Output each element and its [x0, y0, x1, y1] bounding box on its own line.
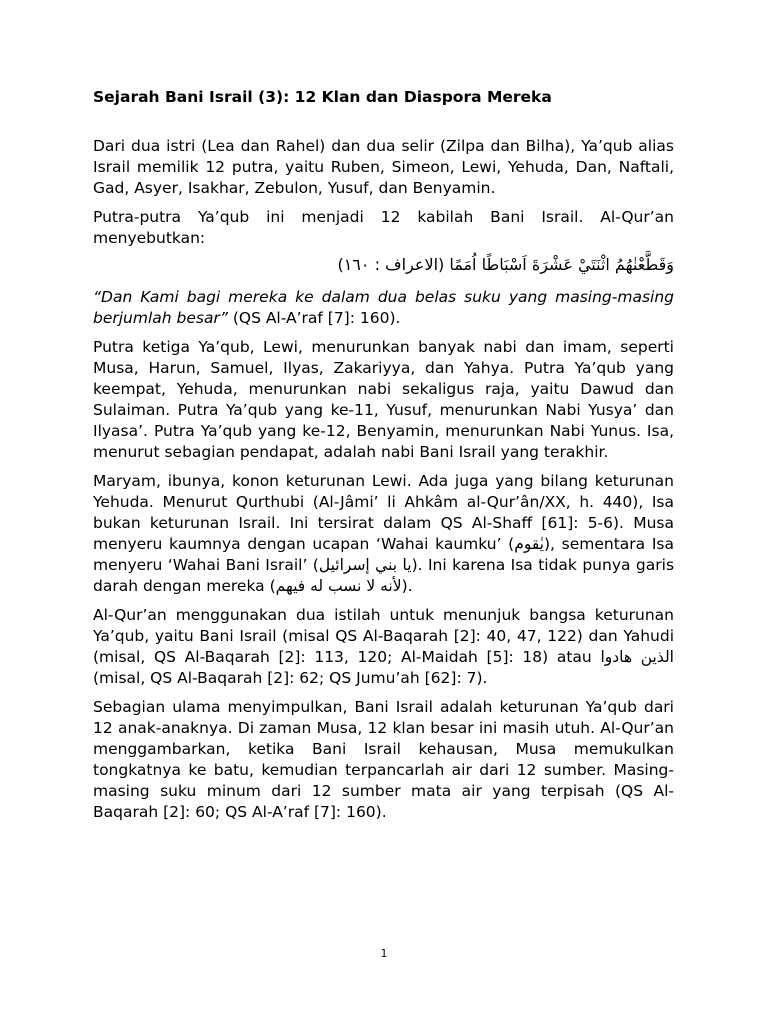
paragraph-prophets-lineage: Putra ketiga Ya’qub, Lewi, menurunkan banyak nabi dan imam, seperti Musa, Harun, Samuel, Ilyas, Zakariyya, dan Yahya. Putra Ya’qub yang keempat, Yehuda, menurunkan nabi sekaligus raja, yaitu Dawud dan Sulaiman. Putra Ya’qub yang ke-11, Yusuf, menurunkan Nabi Yusya’ dan Ilyasa’. Putra Ya’qub yang ke-12, Benyamin, menurunkan Nabi Yunus. Isa, menurut sebagian pendapat, adalah nabi Bani Israil yang terakhir.	[93, 338, 674, 461]
paragraph-two-terms	[93, 605, 674, 689]
text-segment: ). Ini karena Isa tidak punya garis darah dengan mereka (	[93, 556, 675, 595]
paragraph-twelve-clans: Sebagian ulama menyimpulkan, Bani Israil adalah keturunan Ya’qub dari 12 anak-anaknya. Di zaman Musa, 12 klan besar ini masih utuh. Al-Qur’an menggambarkan, ketika Bani Israil kehausan, Musa memukulkan tongkatnya ke batu, kemudian terpancarlah air dari 12 sumber. Masing-masing suku minum dari 12 sumber mata air yang terpisah (QS Al-Baqarah [2]: 60; QS Al-A’raf [7]: 160).	[93, 698, 674, 821]
text-segment: ).	[401, 577, 413, 595]
arabic-inline-text: الذين هادوا	[600, 648, 674, 666]
text-segment: Al-Qur’an menggunakan dua istilah untuk menunjuk bangsa keturunan Ya’qub, yaitu Bani Israil (misal QS Al-Baqarah [2]: 40, 47, 122) dan Yahudi (misal, QS Al-Baqarah [2]: 113, 120; Al-Maidah [5]: 18) atau	[93, 606, 674, 666]
verse-translation	[93, 287, 674, 329]
paragraph-twelve-tribes: Putra-putra Ya’qub ini menjadi 12 kabilah Bani Israil. Al-Qur’an menyebutkan:	[93, 208, 674, 247]
arabic-inline-text: يا بني إسرائيل	[318, 556, 412, 574]
quran-verse-arabic: وَقَطَّعْنٰهُمُ اثْنَتَيْ عَشْرَةَ اَسْبَاطًا اُمَمًا (الاعراف : ١٦٠)	[337, 255, 674, 274]
verse-reference: (QS Al-A’raf [7]: 160).	[227, 309, 401, 327]
arabic-inline-text: يٰقوم	[514, 535, 544, 553]
text-segment: ), sementara Isa menyeru ‘Wahai Bani Israil’ (	[93, 535, 674, 574]
verse-translation-italic: “Dan Kami bagi mereka ke dalam dua belas suku yang masing-masing berjumlah besar”	[93, 288, 674, 327]
paragraph-sons-of-jacob: Dari dua istri (Lea dan Rahel) dan dua selir (Zilpa dan Bilha), Ya’qub alias Israil memilik 12 putra, yaitu Ruben, Simeon, Lewi, Yehuda, Dan, Naftali, Gad, Asyer, Isakhar, Zebulon, Yusuf, dan Benyamin.	[93, 137, 674, 197]
page-number: 1	[380, 947, 388, 960]
arabic-inline-text: لأنه لا نسب له فيهم	[275, 577, 402, 595]
document-page	[93, 86, 674, 831]
paragraph-maryam-lineage	[93, 471, 674, 597]
text-segment: Maryam, ibunya, konon keturunan Lewi. Ada juga yang bilang keturunan Yehuda. Menurut Qurthubi (Al-Jâmi’ li Ahkâm al-Qur’ân/XX, h. 440), Isa bukan keturunan Israil. Ini tersirat dalam QS Al-Shaff [61]: 5-6). Musa menyeru kaumnya dengan ucapan ‘Wahai kaumku’ (	[93, 472, 674, 553]
document-title: Sejarah Bani Israil (3): 12 Klan dan Diaspora Mereka	[93, 88, 552, 106]
text-segment: (misal, QS Al-Baqarah [2]: 62; QS Jumu’ah [62]: 7).	[93, 669, 488, 687]
